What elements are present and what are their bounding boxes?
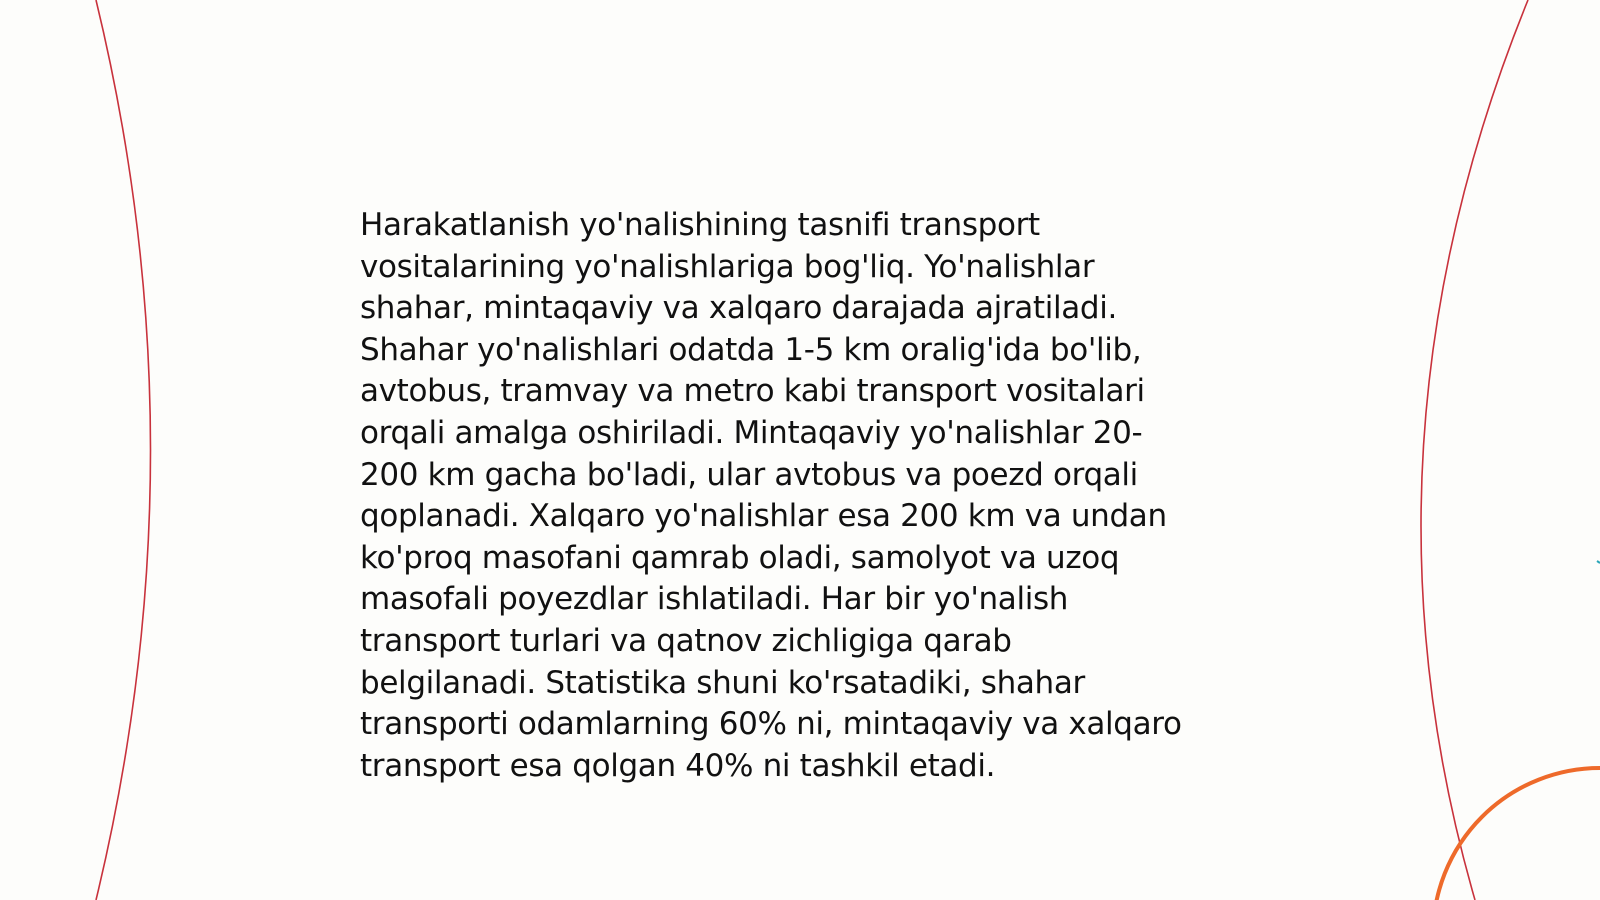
paragraph-line: Harakatlanish yo'nalishining tasnifi transport	[360, 207, 1040, 243]
paragraph-line: belgilanadi. Statistika shuni ko'rsatadiki, shahar	[360, 664, 1085, 701]
body-paragraph	[360, 205, 1240, 787]
paragraph-line: transport turlari va qatnov zichligiga qarab	[360, 622, 1012, 659]
paragraph-line: transporti odamlarning 60% ni, mintaqaviy va xalqaro	[360, 706, 1182, 743]
paragraph-line: vositalarining yo'nalishlariga bog'liq. Yo'nalishlar	[360, 248, 1095, 285]
paragraph-line: ko'proq masofani qamrab oladi, samolyot va uzoq	[360, 539, 1120, 576]
left-red-curve	[96, 0, 151, 900]
paragraph-line: transport esa qolgan 40% ni tashkil etadi.	[360, 747, 996, 784]
paragraph-line: masofali poyezdlar ishlatiladi. Har bir yo'nalish	[360, 581, 1069, 618]
right-red-curve	[1421, 0, 1528, 900]
paragraph-line: orqali amalga oshiriladi. Mintaqaviy yo'nalishlar 20-	[360, 414, 1143, 451]
paragraph-line: qoplanadi. Xalqaro yo'nalishlar esa 200 km va undan	[360, 498, 1167, 535]
paragraph-line: Shahar yo'nalishlari odatda 1-5 km oralig'ida bo'lib,	[360, 331, 1142, 368]
paragraph-line: avtobus, tramvay va metro kabi transport vositalari	[360, 373, 1145, 410]
paragraph-line: shahar, mintaqaviy va xalqaro darajada ajratiladi.	[360, 290, 1117, 327]
paragraph-line: 200 km gacha bo'ladi, ular avtobus va poezd orqali	[360, 456, 1138, 493]
